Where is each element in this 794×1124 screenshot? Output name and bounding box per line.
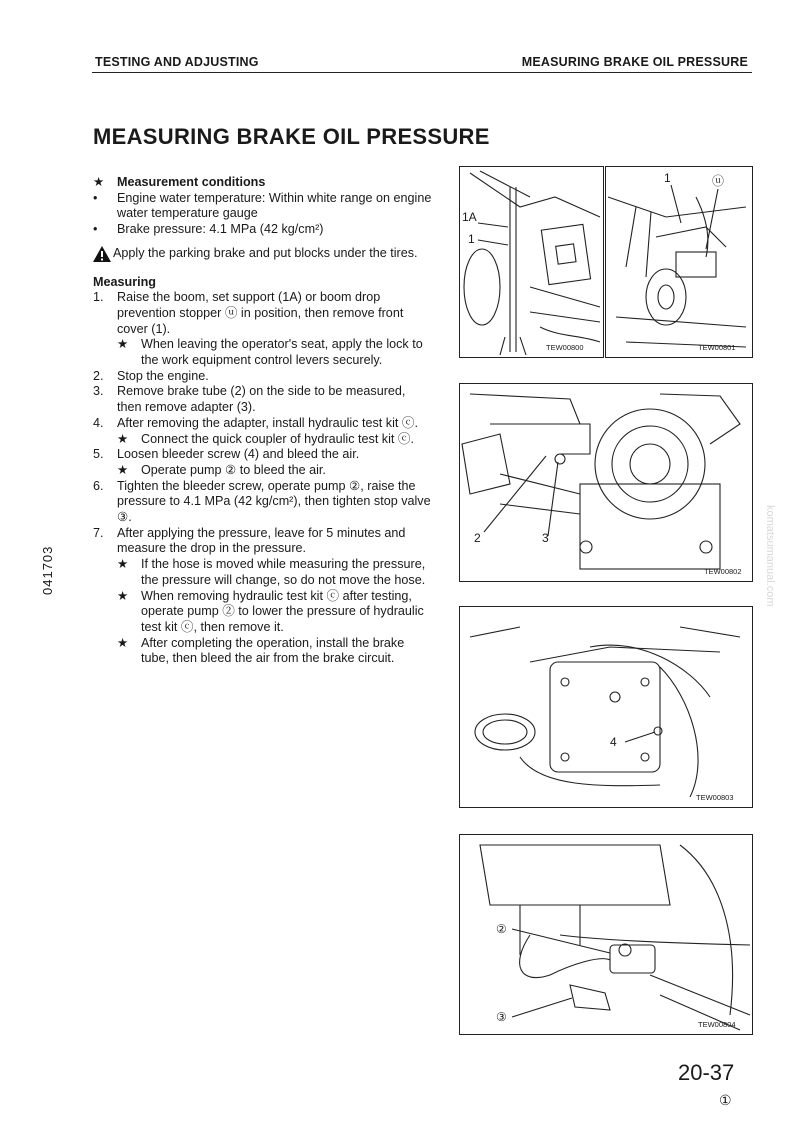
condition-text: Brake pressure: 4.1 MPa (42 kg/cm²) <box>117 222 324 237</box>
note-text: Connect the quick coupler of hydraulic test kit ⓒ. <box>141 431 414 446</box>
warning-triangle-icon <box>93 246 113 267</box>
note-text: When leaving the operator's seat, apply the lock to the work equipment control levers securely. <box>141 337 423 368</box>
figure-caption: TEW00800 <box>546 343 584 352</box>
bullet-icon: • <box>93 190 98 205</box>
step-text: After applying the pressure, leave for 5 minutes and measure the drop in the pressure. <box>117 525 406 556</box>
step-note <box>93 557 433 588</box>
step-number: 4. <box>93 415 104 430</box>
callout-label: 1 <box>664 171 671 185</box>
figure-boom-stopper <box>605 166 753 358</box>
step-note <box>93 589 433 636</box>
figure-caption: TEW00801 <box>698 343 736 352</box>
step-4 <box>93 416 433 432</box>
star-marker: ★ <box>117 557 129 572</box>
callout-label: ⓤ <box>712 174 725 188</box>
figure-test-kit <box>459 834 753 1035</box>
step-number: 2. <box>93 368 104 383</box>
conditions-heading-row <box>93 175 433 191</box>
step-note <box>93 463 433 479</box>
callout-label: ③ <box>496 1010 507 1024</box>
measuring-heading: Measuring <box>93 274 156 289</box>
warning-row <box>93 246 433 267</box>
text-column <box>93 175 433 667</box>
figure-brake-tube <box>459 383 753 582</box>
header-rule <box>92 72 752 73</box>
star-marker: ★ <box>117 588 129 603</box>
step-text: Remove brake tube (2) on the side to be measured, then remove adapter (3). <box>117 384 406 415</box>
bleeder-screw-drawing <box>460 607 752 807</box>
step-3 <box>93 384 433 415</box>
callout-label: 1 <box>468 232 475 246</box>
step-1 <box>93 290 433 337</box>
step-note <box>93 636 433 667</box>
page-number: 20-37 <box>678 1060 735 1085</box>
brake-tube-drawing <box>460 384 752 581</box>
condition-item <box>93 191 433 222</box>
step-text: Loosen bleeder screw (4) and bleed the air. <box>117 447 360 462</box>
step-number: 3. <box>93 384 104 399</box>
star-marker: ★ <box>117 337 129 352</box>
callout-label: 4 <box>610 735 617 749</box>
step-7 <box>93 526 433 557</box>
note-text: If the hose is moved while measuring the pressure, the pressure will change, so do not move the hose. <box>141 557 426 587</box>
watermark-text: komatsumanual.com <box>764 505 776 607</box>
step-text: Raise the boom, set support (1A) or boom drop prevention stopper ⓤ in position, then remove front cover (1). <box>117 290 404 336</box>
note-text: When removing hydraulic test kit ⓒ after testing, operate pump ② to lower the pressure of hydraulic test kit ⓒ, then remove it. <box>141 588 424 634</box>
callout-label: 1A <box>462 210 477 224</box>
header-section-left: TESTING AND ADJUSTING <box>95 55 259 69</box>
step-number: 1. <box>93 290 104 305</box>
page-title: MEASURING BRAKE OIL PRESSURE <box>93 124 490 149</box>
star-marker: ★ <box>117 635 129 650</box>
callout-label: ② <box>496 922 507 936</box>
step-text: After removing the adapter, install hydraulic test kit ⓒ. <box>117 415 418 430</box>
condition-item <box>93 222 433 238</box>
step-number: 6. <box>93 478 104 493</box>
note-text: Operate pump ② to bleed the air. <box>141 462 326 477</box>
note-text: After completing the operation, install the brake tube, then bleed the air from the brake circuit. <box>141 635 405 666</box>
bullet-icon: • <box>93 222 98 237</box>
step-note <box>93 337 433 368</box>
figure-caption: TEW00804 <box>698 1020 736 1029</box>
figure-caption: TEW00803 <box>696 793 734 802</box>
step-5 <box>93 447 433 463</box>
step-number: 7. <box>93 525 104 540</box>
conditions-heading: Measurement conditions <box>117 175 266 189</box>
step-note <box>93 432 433 448</box>
star-marker: ★ <box>117 431 129 446</box>
side-doc-code: 041703 <box>40 545 55 595</box>
step-text: Stop the engine. <box>117 368 209 383</box>
condition-text: Engine water temperature: Within white range on engine water temperature gauge <box>117 190 432 221</box>
star-marker: ★ <box>93 175 105 189</box>
step-6 <box>93 479 433 526</box>
boom-stopper-drawing <box>606 167 752 357</box>
figure-bleeder-screw <box>459 606 753 808</box>
star-marker: ★ <box>117 462 129 477</box>
callout-label: 2 <box>474 531 481 545</box>
boom-support-drawing <box>460 167 603 357</box>
step-2 <box>93 369 433 385</box>
step-number: 5. <box>93 447 104 462</box>
step-text: Tighten the bleeder screw, operate pump ②, raise the pressure to 4.1 MPa (42 kg/cm²), then tighten stop valve ③. <box>117 478 431 525</box>
header-section-right: MEASURING BRAKE OIL PRESSURE <box>521 55 748 69</box>
callout-label: 3 <box>542 531 549 545</box>
figure-boom-support <box>459 166 604 358</box>
figure-caption: TEW00802 <box>704 567 742 576</box>
warning-text: Apply the parking brake and put blocks under the tires. <box>113 245 418 260</box>
revision-mark: ① <box>719 1092 732 1108</box>
